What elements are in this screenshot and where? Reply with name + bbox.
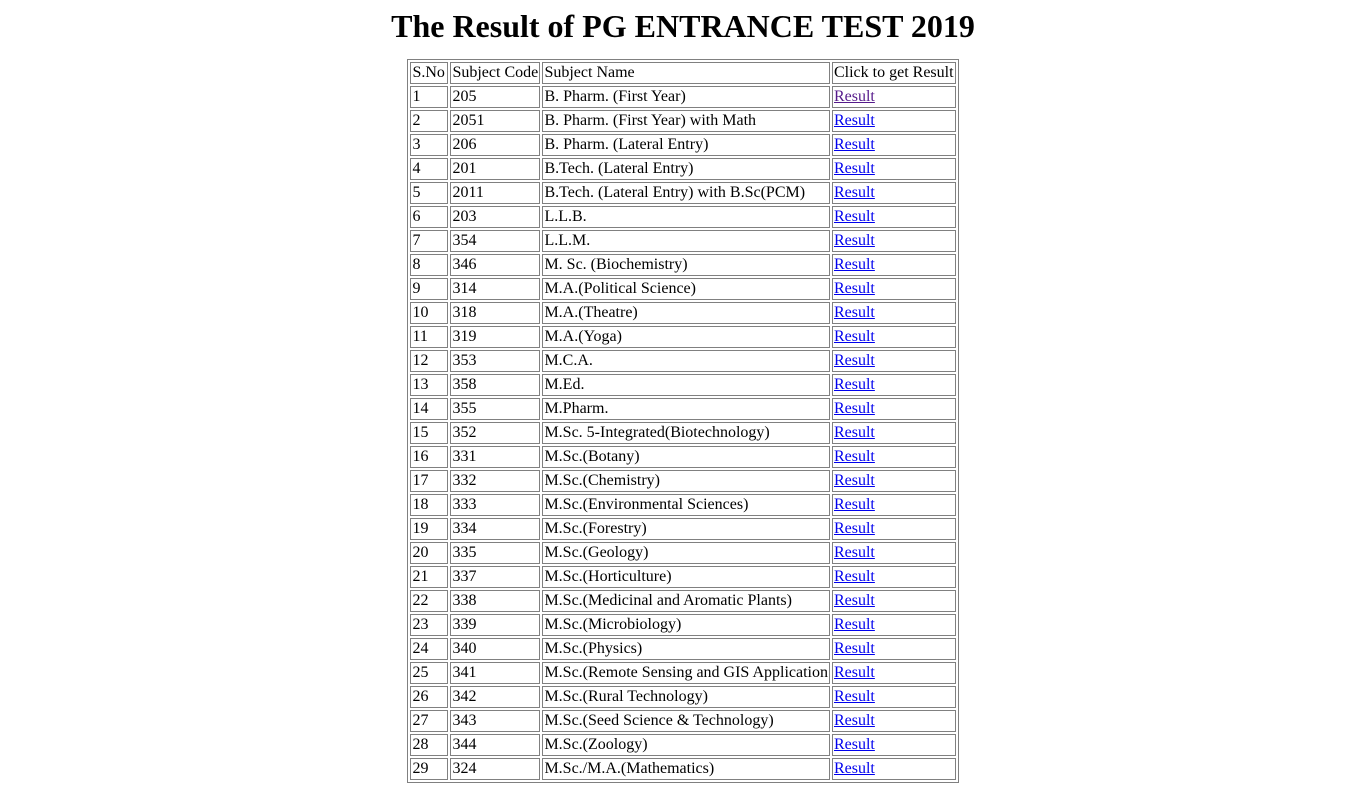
table-row <box>410 542 955 564</box>
cell-subject-code: 343 <box>450 710 540 732</box>
cell-sno: 29 <box>410 758 448 780</box>
cell-sno: 17 <box>410 470 448 492</box>
cell-subject-code: 352 <box>450 422 540 444</box>
cell-subject-name: M.A.(Political Science) <box>542 278 830 300</box>
table-row <box>410 422 955 444</box>
result-link[interactable]: Result <box>833 304 875 321</box>
result-link[interactable]: Result <box>833 568 875 585</box>
table-header-row <box>410 62 955 84</box>
result-link[interactable]: Result <box>833 496 875 513</box>
cell-subject-name: B. Pharm. (Lateral Entry) <box>542 134 830 156</box>
cell-subject-name: M.Pharm. <box>542 398 830 420</box>
cell-subject-name: M.Sc. 5-Integrated(Biotechnology) <box>542 422 830 444</box>
cell-result-link <box>832 686 956 708</box>
cell-result-link <box>832 110 956 132</box>
result-link[interactable]: Result <box>833 400 875 417</box>
cell-subject-code: 353 <box>450 350 540 372</box>
result-link[interactable]: Result <box>833 328 875 345</box>
table-row <box>410 110 955 132</box>
cell-subject-code: 334 <box>450 518 540 540</box>
table-row <box>410 518 955 540</box>
result-link[interactable]: Result <box>833 352 875 369</box>
table-row <box>410 470 955 492</box>
results-table <box>407 59 958 783</box>
cell-result-link <box>832 662 956 684</box>
cell-sno: 5 <box>410 182 448 204</box>
cell-sno: 12 <box>410 350 448 372</box>
table-row <box>410 566 955 588</box>
cell-sno: 21 <box>410 566 448 588</box>
table-row <box>410 230 955 252</box>
cell-sno: 15 <box>410 422 448 444</box>
cell-result-link <box>832 566 956 588</box>
cell-result-link <box>832 422 956 444</box>
result-link[interactable]: Result <box>833 232 875 249</box>
cell-subject-name: M.C.A. <box>542 350 830 372</box>
cell-result-link <box>832 278 956 300</box>
result-link[interactable]: Result <box>833 520 875 537</box>
cell-subject-name: M. Sc. (Biochemistry) <box>542 254 830 276</box>
table-row <box>410 206 955 228</box>
table-row <box>410 686 955 708</box>
result-link[interactable]: Result <box>833 760 875 777</box>
header-sno: S.No <box>410 62 448 84</box>
cell-result-link <box>832 518 956 540</box>
cell-subject-name: L.L.B. <box>542 206 830 228</box>
cell-subject-name: M.Ed. <box>542 374 830 396</box>
cell-result-link <box>832 86 956 108</box>
cell-subject-code: 354 <box>450 230 540 252</box>
cell-subject-code: 319 <box>450 326 540 348</box>
table-row <box>410 326 955 348</box>
table-row <box>410 494 955 516</box>
cell-sno: 19 <box>410 518 448 540</box>
cell-result-link <box>832 638 956 660</box>
cell-subject-name: M.Sc.(Zoology) <box>542 734 830 756</box>
cell-sno: 13 <box>410 374 448 396</box>
table-row <box>410 254 955 276</box>
result-link[interactable]: Result <box>833 136 875 153</box>
cell-sno: 1 <box>410 86 448 108</box>
cell-result-link <box>832 350 956 372</box>
cell-result-link <box>832 710 956 732</box>
cell-subject-code: 344 <box>450 734 540 756</box>
result-link[interactable]: Result <box>833 544 875 561</box>
cell-subject-name: M.Sc.(Physics) <box>542 638 830 660</box>
cell-sno: 9 <box>410 278 448 300</box>
cell-sno: 4 <box>410 158 448 180</box>
result-link[interactable]: Result <box>833 112 875 129</box>
cell-sno: 28 <box>410 734 448 756</box>
cell-subject-code: 342 <box>450 686 540 708</box>
table-row <box>410 734 955 756</box>
cell-subject-name: M.Sc.(Chemistry) <box>542 470 830 492</box>
result-link[interactable]: Result <box>833 184 875 201</box>
cell-result-link <box>832 254 956 276</box>
cell-subject-code: 337 <box>450 566 540 588</box>
cell-subject-name: B. Pharm. (First Year) with Math <box>542 110 830 132</box>
result-link[interactable]: Result <box>833 688 875 705</box>
cell-sno: 24 <box>410 638 448 660</box>
cell-subject-code: 205 <box>450 86 540 108</box>
table-row <box>410 638 955 660</box>
cell-subject-code: 355 <box>450 398 540 420</box>
table-row <box>410 278 955 300</box>
cell-sno: 26 <box>410 686 448 708</box>
cell-subject-name: M.Sc.(Environmental Sciences) <box>542 494 830 516</box>
cell-subject-code: 324 <box>450 758 540 780</box>
table-row <box>410 182 955 204</box>
cell-subject-code: 314 <box>450 278 540 300</box>
cell-result-link <box>832 734 956 756</box>
cell-result-link <box>832 326 956 348</box>
cell-result-link <box>832 614 956 636</box>
cell-subject-name: M.Sc./M.A.(Mathematics) <box>542 758 830 780</box>
cell-subject-name: M.A.(Theatre) <box>542 302 830 324</box>
cell-sno: 2 <box>410 110 448 132</box>
cell-sno: 11 <box>410 326 448 348</box>
table-row <box>410 302 955 324</box>
cell-subject-code: 2011 <box>450 182 540 204</box>
table-row <box>410 590 955 612</box>
cell-result-link <box>832 542 956 564</box>
cell-sno: 18 <box>410 494 448 516</box>
cell-sno: 22 <box>410 590 448 612</box>
cell-result-link <box>832 398 956 420</box>
result-link[interactable]: Result <box>833 640 875 657</box>
cell-subject-name: M.Sc.(Seed Science & Technology) <box>542 710 830 732</box>
cell-result-link <box>832 446 956 468</box>
cell-result-link <box>832 134 956 156</box>
result-link[interactable]: Result <box>833 592 875 609</box>
cell-result-link <box>832 374 956 396</box>
table-row <box>410 446 955 468</box>
table-row <box>410 86 955 108</box>
cell-subject-name: M.Sc.(Microbiology) <box>542 614 830 636</box>
cell-result-link <box>832 494 956 516</box>
cell-sno: 8 <box>410 254 448 276</box>
cell-subject-name: M.Sc.(Medicinal and Aromatic Plants) <box>542 590 830 612</box>
table-row <box>410 374 955 396</box>
cell-sno: 25 <box>410 662 448 684</box>
result-link[interactable]: Result <box>833 736 875 753</box>
cell-subject-code: 332 <box>450 470 540 492</box>
cell-subject-name: B. Pharm. (First Year) <box>542 86 830 108</box>
cell-subject-code: 203 <box>450 206 540 228</box>
cell-subject-code: 2051 <box>450 110 540 132</box>
cell-sno: 7 <box>410 230 448 252</box>
header-subject-name: Subject Name <box>542 62 830 84</box>
cell-subject-code: 335 <box>450 542 540 564</box>
cell-subject-code: 339 <box>450 614 540 636</box>
cell-subject-code: 318 <box>450 302 540 324</box>
result-link[interactable]: Result <box>833 472 875 489</box>
cell-subject-name: M.Sc.(Remote Sensing and GIS Application <box>542 662 830 684</box>
cell-subject-name: M.Sc.(Rural Technology) <box>542 686 830 708</box>
result-link[interactable]: Result <box>833 376 875 393</box>
result-link[interactable]: Result <box>833 280 875 297</box>
table-row <box>410 710 955 732</box>
cell-subject-name: M.A.(Yoga) <box>542 326 830 348</box>
table-row <box>410 614 955 636</box>
cell-result-link <box>832 470 956 492</box>
result-link[interactable]: Result <box>833 616 875 633</box>
cell-subject-name: L.L.M. <box>542 230 830 252</box>
cell-sno: 23 <box>410 614 448 636</box>
cell-subject-code: 341 <box>450 662 540 684</box>
table-row <box>410 398 955 420</box>
cell-sno: 6 <box>410 206 448 228</box>
cell-sno: 3 <box>410 134 448 156</box>
cell-subject-code: 206 <box>450 134 540 156</box>
cell-sno: 16 <box>410 446 448 468</box>
cell-subject-code: 201 <box>450 158 540 180</box>
cell-subject-code: 346 <box>450 254 540 276</box>
cell-subject-code: 358 <box>450 374 540 396</box>
table-row <box>410 662 955 684</box>
cell-result-link <box>832 302 956 324</box>
table-row <box>410 758 955 780</box>
result-link[interactable]: Result <box>833 256 875 273</box>
header-subject-code: Subject Code <box>450 62 540 84</box>
header-click-to-get-result: Click to get Result <box>832 62 956 84</box>
cell-subject-name: M.Sc.(Botany) <box>542 446 830 468</box>
table-row <box>410 350 955 372</box>
cell-subject-code: 333 <box>450 494 540 516</box>
cell-subject-name: M.Sc.(Horticulture) <box>542 566 830 588</box>
results-table-body <box>410 86 955 780</box>
cell-sno: 10 <box>410 302 448 324</box>
cell-subject-name: M.Sc.(Geology) <box>542 542 830 564</box>
cell-sno: 14 <box>410 398 448 420</box>
cell-subject-name: B.Tech. (Lateral Entry) <box>542 158 830 180</box>
cell-sno: 20 <box>410 542 448 564</box>
table-row <box>410 134 955 156</box>
cell-result-link <box>832 206 956 228</box>
result-link[interactable]: Result <box>833 208 875 225</box>
cell-result-link <box>832 158 956 180</box>
result-link[interactable]: Result <box>833 160 875 177</box>
cell-subject-code: 338 <box>450 590 540 612</box>
cell-result-link <box>832 230 956 252</box>
cell-subject-name: B.Tech. (Lateral Entry) with B.Sc(PCM) <box>542 182 830 204</box>
result-link[interactable]: Result <box>833 424 875 441</box>
cell-subject-name: M.Sc.(Forestry) <box>542 518 830 540</box>
cell-subject-code: 340 <box>450 638 540 660</box>
result-link[interactable]: Result <box>833 664 875 681</box>
result-link[interactable]: Result <box>833 448 875 465</box>
cell-result-link <box>832 182 956 204</box>
cell-result-link <box>832 758 956 780</box>
cell-subject-code: 331 <box>450 446 540 468</box>
result-link[interactable]: Result <box>833 712 875 729</box>
result-link[interactable]: Result <box>833 88 875 105</box>
page-title: The Result of PG ENTRANCE TEST 2019 <box>391 8 975 44</box>
table-row <box>410 158 955 180</box>
cell-sno: 27 <box>410 710 448 732</box>
cell-result-link <box>832 590 956 612</box>
